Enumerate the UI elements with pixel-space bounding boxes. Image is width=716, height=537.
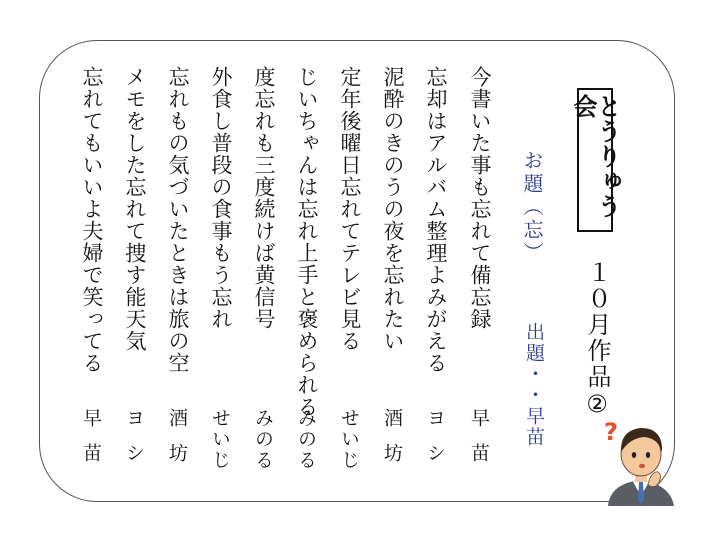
poem-text: 忘れもの気づいたときは旅の空	[166, 66, 190, 374]
poem-text: 泥酔のきのうの夜を忘れたい	[381, 66, 405, 352]
poem-text: 外食し普段の食事もう忘れ	[209, 66, 233, 330]
poem-author: みのる	[295, 408, 317, 471]
page-title: とうりゅう会	[569, 94, 621, 219]
poem-author: 早苗	[468, 408, 490, 478]
poem-text: じいちゃんは忘れ上手と褒められる	[295, 66, 319, 418]
topic-label: お題（忘）	[520, 150, 544, 265]
poem-text: 忘却はアルバム整理よみがえる	[424, 66, 448, 374]
poem-author: 酒坊	[166, 408, 188, 478]
poem-author: 酒坊	[381, 408, 403, 478]
month-label: １０月作品②	[583, 260, 611, 420]
title-box	[569, 88, 621, 232]
poem-author: せいじ	[338, 408, 360, 471]
poem-author: 早苗	[80, 408, 102, 478]
poem-author: せいじ	[209, 408, 231, 471]
poem-text: 忘れてもいいよ夫婦で笑ってる	[80, 66, 104, 374]
poem-text: 定年後曜日忘れてテレビ見る	[338, 66, 362, 352]
question-mark-icon: ?	[604, 418, 618, 446]
poem-text: 度忘れも三度続けば黄信号	[252, 66, 276, 330]
thinking-man-icon	[600, 418, 682, 506]
poem-text: メモをした忘れて捜す能天気	[123, 66, 147, 352]
poem-author: ヨシ	[424, 408, 446, 478]
poem-author: みのる	[252, 408, 274, 471]
poem-text: 今書いた事も忘れて備忘録	[468, 66, 492, 330]
setter-label: 出題・・早苗	[523, 322, 545, 448]
poem-author: ヨシ	[123, 408, 145, 478]
